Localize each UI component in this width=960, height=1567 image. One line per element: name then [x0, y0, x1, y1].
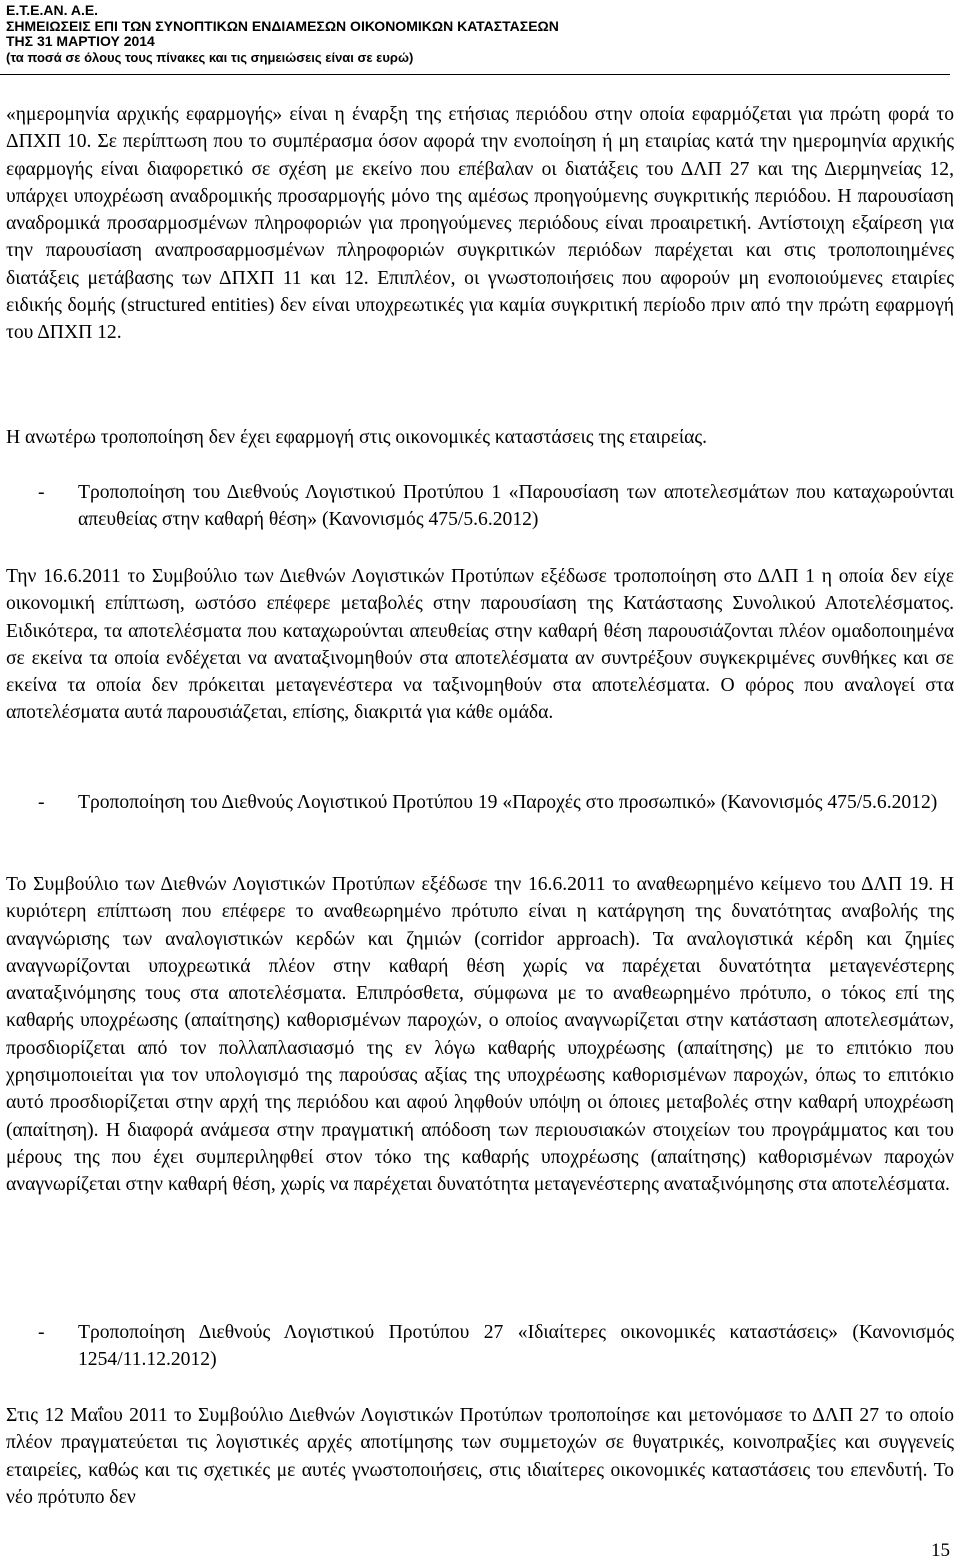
document-header: [6, 3, 946, 65]
paragraph-ias27: Στις 12 Μαΐου 2011 το Συμβούλιο Διεθνών Λογιστικών Προτύπων τροποποίησε και μετονόμασε το ΔΛΠ 27 το οποίο πλέον πραγματεύεται τις λογιστικές αρχές αποτίμησης των συμμετοχών σε θυγατρικές, κοινοπραξίες και συγγενείς εταιρείες, καθώς και τις σχετικές με αυτές γνωστοποιήσεις, στις ιδιαίτερες οικονομικές καταστάσεις του επενδυτή. Το νέο πρότυπο δεν: [6, 1405, 954, 1508]
paragraph-not-applicable: Η ανωτέρω τροποποίηση δεν έχει εφαρμογή στις οικονομικές καταστάσεις της εταιρείας.: [6, 427, 708, 448]
bullet-text: Τροποποίηση του Διεθνούς Λογιστικού Προτύπου 19 «Παροχές στο προσωπικό» (Κανονισμός 475/5.6.2012): [78, 792, 938, 813]
header-date: ΤΗΣ 31 ΜΑΡΤΙΟΥ 2014: [6, 33, 155, 49]
bullet-ias19-amendment: [6, 789, 954, 816]
bullet-ias27-amendment: [6, 1319, 954, 1374]
header-title: ΣΗΜΕΙΩΣΕΙΣ ΕΠΙ ΤΩΝ ΣΥΝΟΠΤΙΚΩΝ ΕΝΔΙΑΜΕΣΩΝ ΟΙΚΟΝΟΜΙΚΩΝ ΚΑΤΑΣΤΑΣΕΩΝ: [6, 17, 559, 34]
paragraph-ias19: Το Συμβούλιο των Διεθνών Λογιστικών Προτύπων εξέδωσε την 16.6.2011 το αναθεωρημένο κείμενο του ΔΛΠ 19. Η κυριότερη επίπτωση που επέφερε το αναθεωρημένο πρότυπο είναι η κατάργηση της δυνατότητας αναβολής της αναγνώρισης των αναλογιστικών κερδών και ζημιών (corridor approach). Τα αναλογιστικά κέρδη και ζημίες αναγνωρίζονται υποχρεωτικά πλέον στην καθαρή θέση χωρίς να παρέχεται δυνατότητα μεταγενέστερης αναταξινόμησης τους στα αποτελέσματα. Επιπρόσθετα, σύμφωνα με το αναθεωρημένο πρότυπο, ο τόκος επί της καθαρής υποχρέωσης (απαίτησης) καθορισμένων παροχών, ο οποίος αναγνωρίζεται στην κατάσταση αποτελεσμάτων, προσδιορίζεται από τον πολλαπλασιασμό της εν λόγω καθαρής υποχρέωσης (απαίτησης) με το επιτόκιο που χρησιμοποιείται για τον υπολογισμό της παρούσας αξίας της υποχρέωσης καθορισμένων παροχών, όπως το επιτόκιο αυτό προσδιορίζεται στην αρχή της περιόδου και αφού ληφθούν υπόψη οι όποιες μεταβολές στην καθαρή υποχρέωση (απαίτηση). Η διαφορά ανάμεσα στην πραγματική απόδοση των περιουσιακών στοιχείων του προγράμματος και του μέρους της που έχει συμπεριληφθεί στον τόκο της καθαρής υποχρέωσης (απαίτησης) καθορισμένων παροχών αναγνωρίζεται στην καθαρή θέση, χωρίς να παρέχεται δυνατότητα μεταγενέστερης αναταξινόμησης στα αποτελέσματα.: [6, 874, 954, 1196]
bullet-text: Τροποποίηση του Διεθνούς Λογιστικού Προτύπου 1 «Παρουσίαση των αποτελεσμάτων που καταχωρούνται απευθείας στην καθαρή θέση» (Κανονισμός 475/5.6.2012): [78, 482, 954, 531]
header-divider: [0, 74, 950, 75]
paragraph-ias1: Την 16.6.2011 το Συμβούλιο των Διεθνών Λογιστικών Προτύπων εξέδωσε τροποποίηση στο ΔΛΠ 1 η οποία δεν είχε οικονομική επίπτωση, ωστόσο επέφερε μεταβολές στην παρουσίαση της Κατάστασης Συνολικού Αποτελέσματος. Ειδικότερα, τα αποτελέσματα που καταχωρούνται απευθείας στην καθαρή θέση παρουσιάζονται πλέον ομαδοποιημένα σε εκείνα τα οποία ενδέχεται να αναταξινομηθούν στα αποτελέσματα αν συντρέξουν συγκεκριμένες συνθήκες και σε εκείνα τα οποία δεν πρόκειται μεταγενέστερα να ταξινομηθούν στα αποτελέσματα. Ο φόρος που αναλογεί στα αποτελέσματα αυτά παρουσιάζεται, επίσης, διακριτά για κάθε ομάδα.: [6, 566, 954, 724]
page-number: 15: [931, 1540, 950, 1561]
bullet-dash: -: [38, 1322, 45, 1343]
bullet-ias1-amendment: [6, 479, 954, 534]
paragraph-ifrs10-transition: «ημερομηνία αρχικής εφαρμογής» είναι η έναρξη της ετήσιας περιόδου στην οποία εφαρμόζεται για πρώτη φορά το ΔΠΧΠ 10. Σε περίπτωση που το συμπέρασμα όσον αφορά την ενοποίηση ή μη εταιρίας κατά την ημερομηνία αρχικής εφαρμογής είναι διαφορετικό σε σχέση με εκείνο που επέβαλαν οι διατάξεις του ΔΛΠ 27 και της Διερμηνείας 12, υπάρχει υποχρέωση αναδρομικής προσαρμογής μόνο της αμέσως προηγούμενης συγκριτικής περιόδου. Η παρουσίαση αναδρομικά προσαρμοσμένων πληροφοριών για προηγούμενες περιόδους είναι προαιρετική. Αντίστοιχη εξαίρεση για την παρουσίαση αναπροσαρμοσμένων πληροφοριών συγκριτικών περιόδων παρέχεται και στις τροποποιημένες διατάξεις μετάβασης των ΔΠΧΠ 11 και 12. Επιπλέον, οι γνωστοποιήσεις που αφορούν μη ενοποιούμενες εταιρίες ειδικής δομής (structured entities) δεν είναι υποχρεωτικές για καμία συγκριτική περίοδο πριν από την πρώτη εφαρμογή του ΔΠΧΠ 12.: [6, 104, 954, 344]
currency-note: (τα ποσά σε όλους τους πίνακες και τις σημειώσεις είναι σε ευρώ): [6, 49, 414, 65]
bullet-dash: -: [38, 792, 45, 813]
company-name: Ε.Τ.Ε.ΑΝ. Α.Ε.: [6, 2, 99, 18]
bullet-dash: -: [38, 482, 45, 503]
bullet-text: Τροποποίηση Διεθνούς Λογιστικού Προτύπου 27 «Ιδιαίτερες οικονομικές καταστάσεις» (Κανονισμός 1254/11.12.2012): [78, 1322, 954, 1371]
